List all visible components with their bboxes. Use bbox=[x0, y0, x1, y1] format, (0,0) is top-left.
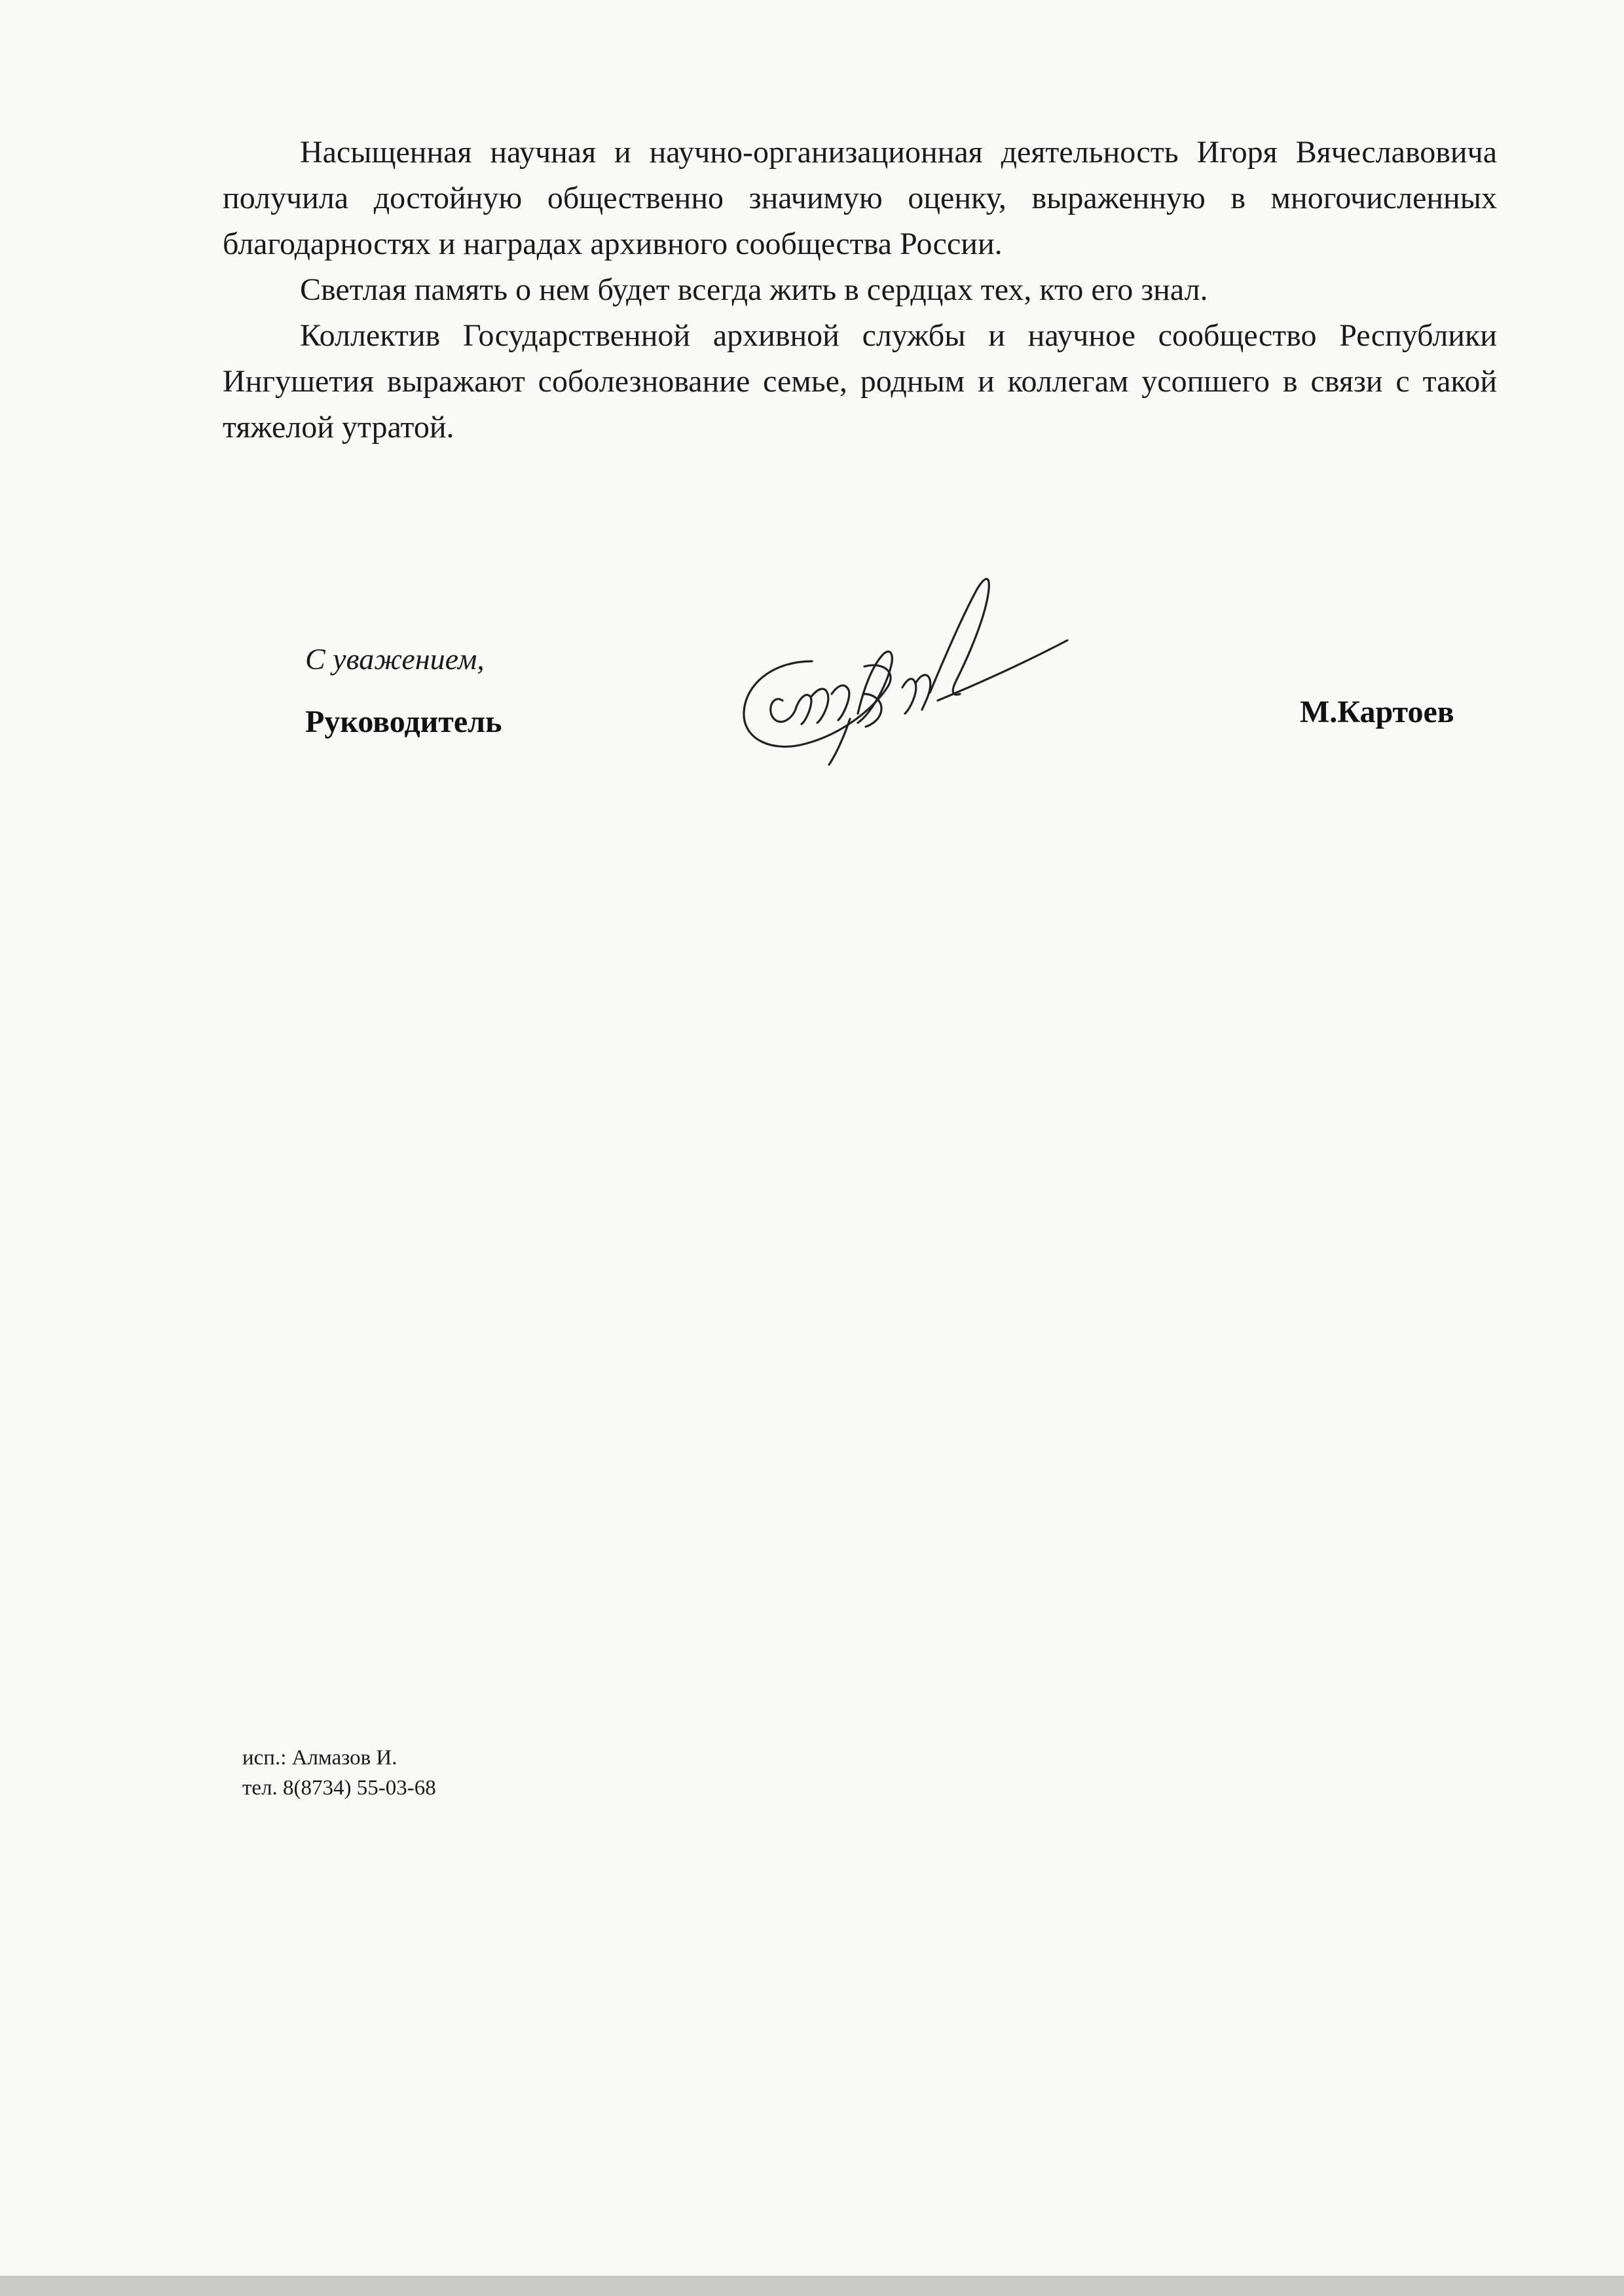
paragraph-achievements: Насыщенная научная и научно-организационная деятельность Игоря Вячеславовича получила достойную общественно значимую оценку, выраженную в многочисленных благодарностях и наградах архивного сообщества России. bbox=[223, 135, 1497, 261]
executor-name: исп.: Алмазов И. bbox=[242, 1746, 397, 1770]
closing-phrase: С уважением, bbox=[305, 642, 485, 676]
paragraph-condolences: Коллектив Государственной архивной службы и научное сообщество Республики Ингушетия выражают соболезнование семье, родным и коллегам усопшего в связи с такой тяжелой утратой. bbox=[223, 318, 1497, 445]
signer-name: М.Картоев bbox=[1300, 695, 1454, 729]
executor-info bbox=[242, 1743, 436, 1803]
signer-position: Руководитель bbox=[305, 704, 502, 739]
handwritten-signature bbox=[733, 563, 1074, 779]
scan-edge bbox=[0, 2276, 1624, 2296]
letter-body bbox=[223, 130, 1497, 450]
paragraph-memory: Светлая память о нем будет всегда жить в сердцах тех, кто его знал. bbox=[300, 272, 1208, 307]
executor-phone: тел. 8(8734) 55-03-68 bbox=[242, 1776, 436, 1800]
